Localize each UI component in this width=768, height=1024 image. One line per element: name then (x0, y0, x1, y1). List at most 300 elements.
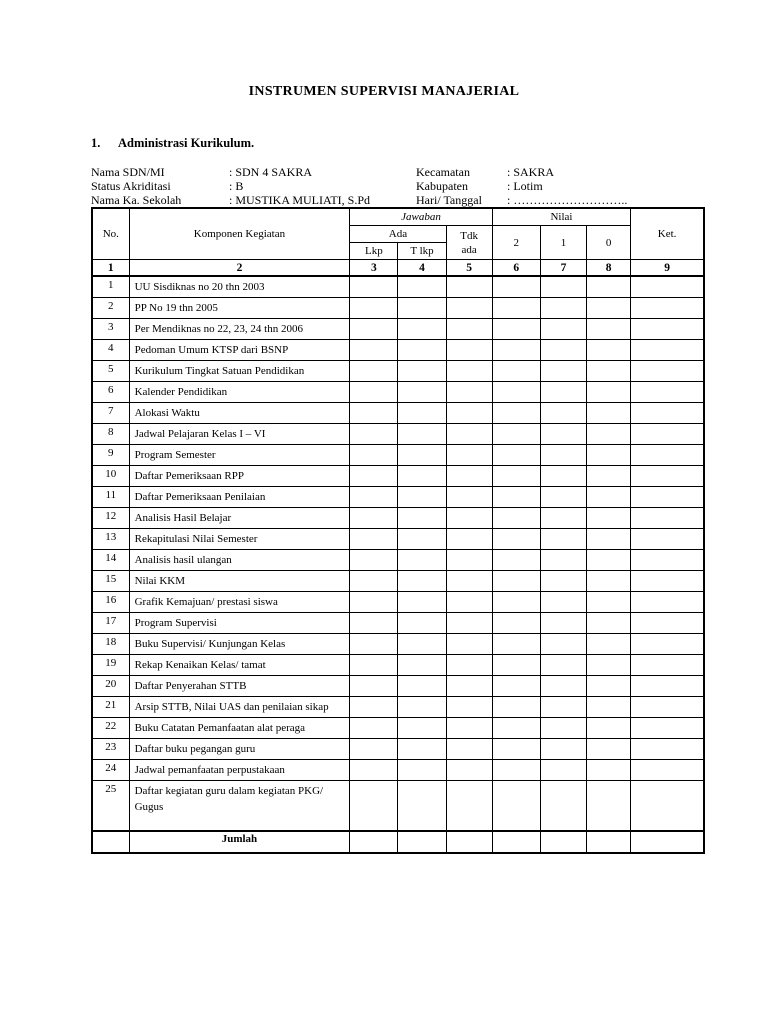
column-number: 1 (92, 260, 129, 277)
row-item: Kalender Pendidikan (129, 382, 350, 403)
table-row (92, 466, 704, 487)
lkp-cell (350, 403, 398, 424)
lkp-cell (350, 781, 398, 832)
info-label-accreditation: Status Akriditasi (91, 179, 171, 193)
section-number: 1. (91, 136, 101, 150)
table-row (92, 592, 704, 613)
lkp-cell (350, 592, 398, 613)
info-label-date: Hari/ Tanggal (416, 193, 482, 207)
info-label-regency: Kabupaten (416, 179, 468, 193)
row-item: Analisis hasil ulangan (129, 550, 350, 571)
nilai-0-cell (587, 340, 631, 361)
lkp-cell (350, 424, 398, 445)
nilai-1-cell (540, 760, 586, 781)
ket-cell (631, 445, 704, 466)
tlkp-cell (398, 403, 446, 424)
ket-cell (631, 508, 704, 529)
nilai-1-cell (540, 340, 586, 361)
nilai-0-cell (587, 613, 631, 634)
tlkp-cell (398, 298, 446, 319)
header-tdk-ada (446, 226, 492, 260)
nilai-2-cell (492, 298, 540, 319)
info-value-district: : SAKRA (507, 165, 555, 179)
row-item: Arsip STTB, Nilai UAS dan penilaian sikap (129, 697, 350, 718)
column-number: 3 (350, 260, 398, 277)
row-number: 10 (92, 466, 129, 487)
lkp-cell (350, 550, 398, 571)
nilai-0-cell (587, 592, 631, 613)
tlkp-cell (398, 634, 446, 655)
header-ket: Ket. (631, 208, 704, 260)
tlkp-cell (398, 340, 446, 361)
header-lkp: Lkp (350, 243, 398, 260)
row-number: 24 (92, 760, 129, 781)
header-tdk-ada-line2: ada (461, 243, 477, 256)
lkp-cell (350, 634, 398, 655)
row-item: Pedoman Umum KTSP dari BSNP (129, 340, 350, 361)
tlkp-cell (398, 739, 446, 760)
total-label: Jumlah (129, 831, 350, 853)
nilai-2-cell (492, 718, 540, 739)
row-item: Nilai KKM (129, 571, 350, 592)
table-row (92, 655, 704, 676)
nilai-1-cell (540, 571, 586, 592)
table-row (92, 718, 704, 739)
row-number: 11 (92, 487, 129, 508)
row-item: Rekap Kenaikan Kelas/ tamat (129, 655, 350, 676)
nilai-0-cell (587, 445, 631, 466)
nilai-0-cell (587, 739, 631, 760)
info-left-labels (91, 165, 181, 207)
nilai-2-cell (492, 676, 540, 697)
column-number: 6 (492, 260, 540, 277)
total-row (92, 831, 704, 853)
table-row (92, 382, 704, 403)
nilai-0-cell (587, 298, 631, 319)
lkp-cell (350, 739, 398, 760)
total-cell (398, 831, 446, 853)
ket-cell (631, 571, 704, 592)
lkp-cell (350, 466, 398, 487)
info-value-date: : ……………………….. (507, 193, 628, 207)
nilai-0-cell (587, 571, 631, 592)
ket-cell (631, 403, 704, 424)
tlkp-cell (398, 382, 446, 403)
nilai-2-cell (492, 529, 540, 550)
total-cell (540, 831, 586, 853)
tlkp-cell (398, 508, 446, 529)
nilai-1-cell (540, 550, 586, 571)
tdk-ada-cell (446, 382, 492, 403)
lkp-cell (350, 613, 398, 634)
table-row (92, 508, 704, 529)
header-nilai-0: 0 (587, 226, 631, 260)
column-number: 4 (398, 260, 446, 277)
header-nilai-2: 2 (492, 226, 540, 260)
nilai-0-cell (587, 718, 631, 739)
row-number: 5 (92, 361, 129, 382)
supervision-table (91, 207, 705, 854)
nilai-1-cell (540, 361, 586, 382)
row-item: Daftar Pemeriksaan Penilaian (129, 487, 350, 508)
nilai-1-cell (540, 319, 586, 340)
info-label-principal: Nama Ka. Sekolah (91, 193, 182, 207)
ket-cell (631, 550, 704, 571)
ket-cell (631, 634, 704, 655)
nilai-1-cell (540, 445, 586, 466)
ket-cell (631, 361, 704, 382)
column-number: 9 (631, 260, 704, 277)
nilai-1-cell (540, 634, 586, 655)
tdk-ada-cell (446, 655, 492, 676)
tdk-ada-cell (446, 613, 492, 634)
ket-cell (631, 781, 704, 832)
nilai-2-cell (492, 319, 540, 340)
row-number: 18 (92, 634, 129, 655)
row-number: 4 (92, 340, 129, 361)
nilai-1-cell (540, 424, 586, 445)
row-number: 15 (92, 571, 129, 592)
nilai-2-cell (492, 508, 540, 529)
ket-cell (631, 760, 704, 781)
row-item: Kurikulum Tingkat Satuan Pendidikan (129, 361, 350, 382)
nilai-1-cell (540, 781, 586, 832)
ket-cell (631, 655, 704, 676)
nilai-2-cell (492, 276, 540, 298)
tdk-ada-cell (446, 697, 492, 718)
tlkp-cell (398, 445, 446, 466)
row-item: Buku Supervisi/ Kunjungan Kelas (129, 634, 350, 655)
tdk-ada-cell (446, 361, 492, 382)
row-item: PP No 19 thn 2005 (129, 298, 350, 319)
header-nilai: Nilai (492, 208, 630, 226)
section-heading (91, 136, 254, 151)
ket-cell (631, 340, 704, 361)
total-no-cell (92, 831, 129, 853)
header-ada: Ada (350, 226, 446, 243)
header-tdk-ada-line1: Tdk (460, 229, 479, 242)
nilai-2-cell (492, 340, 540, 361)
table-row (92, 424, 704, 445)
tlkp-cell (398, 676, 446, 697)
lkp-cell (350, 487, 398, 508)
header-nilai-1: 1 (540, 226, 586, 260)
row-number: 9 (92, 445, 129, 466)
tdk-ada-cell (446, 487, 492, 508)
row-number: 25 (92, 781, 129, 832)
table-row (92, 319, 704, 340)
nilai-1-cell (540, 529, 586, 550)
header-jawaban: Jawaban (350, 208, 492, 226)
nilai-2-cell (492, 571, 540, 592)
tdk-ada-cell (446, 445, 492, 466)
nilai-0-cell (587, 760, 631, 781)
lkp-cell (350, 697, 398, 718)
nilai-0-cell (587, 487, 631, 508)
row-number: 2 (92, 298, 129, 319)
table-row (92, 361, 704, 382)
info-value-regency: : Lotim (507, 179, 543, 193)
column-number: 2 (129, 260, 350, 277)
table-row (92, 760, 704, 781)
nilai-1-cell (540, 276, 586, 298)
ket-cell (631, 613, 704, 634)
nilai-1-cell (540, 382, 586, 403)
nilai-1-cell (540, 592, 586, 613)
row-number: 3 (92, 319, 129, 340)
tdk-ada-cell (446, 319, 492, 340)
row-item: Per Mendiknas no 22, 23, 24 thn 2006 (129, 319, 350, 340)
ket-cell (631, 319, 704, 340)
info-label-district: Kecamatan (416, 165, 470, 179)
table-row (92, 550, 704, 571)
nilai-1-cell (540, 508, 586, 529)
nilai-2-cell (492, 403, 540, 424)
lkp-cell (350, 340, 398, 361)
nilai-1-cell (540, 298, 586, 319)
column-number: 7 (540, 260, 586, 277)
nilai-1-cell (540, 655, 586, 676)
table-row (92, 340, 704, 361)
nilai-0-cell (587, 466, 631, 487)
nilai-0-cell (587, 424, 631, 445)
info-label-school: Nama SDN/MI (91, 165, 165, 179)
table-row (92, 676, 704, 697)
nilai-0-cell (587, 403, 631, 424)
row-number: 19 (92, 655, 129, 676)
ket-cell (631, 424, 704, 445)
tdk-ada-cell (446, 550, 492, 571)
tdk-ada-cell (446, 571, 492, 592)
tlkp-cell (398, 655, 446, 676)
total-cell (350, 831, 398, 853)
nilai-0-cell (587, 676, 631, 697)
column-number: 8 (587, 260, 631, 277)
row-item: Jadwal Pelajaran Kelas I – VI (129, 424, 350, 445)
tlkp-cell (398, 550, 446, 571)
nilai-0-cell (587, 781, 631, 832)
table-row (92, 697, 704, 718)
tdk-ada-cell (446, 340, 492, 361)
ket-cell (631, 382, 704, 403)
tlkp-cell (398, 718, 446, 739)
lkp-cell (350, 508, 398, 529)
lkp-cell (350, 445, 398, 466)
row-item: Buku Catatan Pemanfaatan alat peraga (129, 718, 350, 739)
info-right-labels (416, 165, 482, 207)
table-row (92, 781, 704, 832)
nilai-2-cell (492, 760, 540, 781)
tlkp-cell (398, 276, 446, 298)
nilai-2-cell (492, 487, 540, 508)
nilai-1-cell (540, 487, 586, 508)
row-number: 12 (92, 508, 129, 529)
lkp-cell (350, 676, 398, 697)
tlkp-cell (398, 466, 446, 487)
nilai-2-cell (492, 361, 540, 382)
tlkp-cell (398, 529, 446, 550)
nilai-2-cell (492, 550, 540, 571)
row-number: 1 (92, 276, 129, 298)
row-item: Rekapitulasi Nilai Semester (129, 529, 350, 550)
nilai-1-cell (540, 613, 586, 634)
tdk-ada-cell (446, 508, 492, 529)
ket-cell (631, 529, 704, 550)
tdk-ada-cell (446, 276, 492, 298)
table-row (92, 445, 704, 466)
nilai-2-cell (492, 655, 540, 676)
ket-cell (631, 718, 704, 739)
ket-cell (631, 466, 704, 487)
nilai-0-cell (587, 655, 631, 676)
total-cell (587, 831, 631, 853)
nilai-0-cell (587, 276, 631, 298)
lkp-cell (350, 571, 398, 592)
nilai-2-cell (492, 424, 540, 445)
tdk-ada-cell (446, 739, 492, 760)
row-number: 8 (92, 424, 129, 445)
tlkp-cell (398, 571, 446, 592)
tlkp-cell (398, 361, 446, 382)
tdk-ada-cell (446, 424, 492, 445)
tdk-ada-cell (446, 676, 492, 697)
nilai-0-cell (587, 361, 631, 382)
table-row (92, 403, 704, 424)
row-item: UU Sisdiknas no 20 thn 2003 (129, 276, 350, 298)
nilai-2-cell (492, 697, 540, 718)
document-title: INSTRUMEN SUPERVISI MANAJERIAL (248, 84, 520, 99)
lkp-cell (350, 718, 398, 739)
total-cell (446, 831, 492, 853)
ket-cell (631, 592, 704, 613)
nilai-2-cell (492, 613, 540, 634)
row-number: 14 (92, 550, 129, 571)
lkp-cell (350, 655, 398, 676)
row-item: Daftar Pemeriksaan RPP (129, 466, 350, 487)
nilai-0-cell (587, 697, 631, 718)
tlkp-cell (398, 592, 446, 613)
lkp-cell (350, 760, 398, 781)
ket-cell (631, 487, 704, 508)
row-number: 7 (92, 403, 129, 424)
row-number: 13 (92, 529, 129, 550)
row-item: Daftar buku pegangan guru (129, 739, 350, 760)
table-row (92, 529, 704, 550)
nilai-1-cell (540, 466, 586, 487)
lkp-cell (350, 276, 398, 298)
tlkp-cell (398, 781, 446, 832)
tdk-ada-cell (446, 298, 492, 319)
tdk-ada-cell (446, 634, 492, 655)
table-row (92, 739, 704, 760)
nilai-2-cell (492, 781, 540, 832)
nilai-1-cell (540, 718, 586, 739)
nilai-2-cell (492, 466, 540, 487)
row-number: 22 (92, 718, 129, 739)
info-value-accreditation: : B (229, 179, 244, 193)
table-row (92, 571, 704, 592)
lkp-cell (350, 319, 398, 340)
nilai-0-cell (587, 508, 631, 529)
row-item: Analisis Hasil Belajar (129, 508, 350, 529)
row-item: Program Semester (129, 445, 350, 466)
tlkp-cell (398, 487, 446, 508)
row-number: 21 (92, 697, 129, 718)
row-item: Alokasi Waktu (129, 403, 350, 424)
lkp-cell (350, 298, 398, 319)
lkp-cell (350, 382, 398, 403)
nilai-2-cell (492, 634, 540, 655)
row-number: 17 (92, 613, 129, 634)
table-row (92, 634, 704, 655)
row-number: 16 (92, 592, 129, 613)
row-item: Grafik Kemajuan/ prestasi siswa (129, 592, 350, 613)
tlkp-cell (398, 319, 446, 340)
nilai-1-cell (540, 697, 586, 718)
ket-cell (631, 739, 704, 760)
nilai-2-cell (492, 382, 540, 403)
lkp-cell (350, 529, 398, 550)
nilai-1-cell (540, 739, 586, 760)
table-row (92, 298, 704, 319)
info-right-values (507, 165, 627, 207)
row-item: Program Supervisi (129, 613, 350, 634)
tdk-ada-cell (446, 403, 492, 424)
tdk-ada-cell (446, 529, 492, 550)
tlkp-cell (398, 697, 446, 718)
nilai-2-cell (492, 592, 540, 613)
row-number: 23 (92, 739, 129, 760)
ket-cell (631, 676, 704, 697)
tdk-ada-cell (446, 592, 492, 613)
nilai-2-cell (492, 739, 540, 760)
tdk-ada-cell (446, 466, 492, 487)
row-number: 20 (92, 676, 129, 697)
table-body (92, 276, 704, 831)
table-row (92, 276, 704, 298)
nilai-1-cell (540, 403, 586, 424)
header-no: No. (92, 208, 129, 260)
nilai-0-cell (587, 634, 631, 655)
ket-cell (631, 298, 704, 319)
tlkp-cell (398, 613, 446, 634)
total-cell (492, 831, 540, 853)
header-tlkp: T lkp (398, 243, 446, 260)
table-row (92, 487, 704, 508)
lkp-cell (350, 361, 398, 382)
info-value-school: : SDN 4 SAKRA (229, 165, 313, 179)
header-komponen: Komponen Kegiatan (129, 208, 350, 260)
ket-cell (631, 276, 704, 298)
column-number-row (92, 260, 704, 277)
nilai-0-cell (587, 382, 631, 403)
nilai-0-cell (587, 529, 631, 550)
tdk-ada-cell (446, 760, 492, 781)
section-label: Administrasi Kurikulum. (118, 136, 255, 150)
info-value-principal: : MUSTIKA MULIATI, S.Pd (229, 193, 371, 207)
nilai-2-cell (492, 445, 540, 466)
row-item: Jadwal pemanfaatan perpustakaan (129, 760, 350, 781)
tlkp-cell (398, 760, 446, 781)
row-item: Daftar Penyerahan STTB (129, 676, 350, 697)
info-left-values (229, 165, 370, 207)
row-number: 6 (92, 382, 129, 403)
tlkp-cell (398, 424, 446, 445)
nilai-1-cell (540, 676, 586, 697)
column-number: 5 (446, 260, 492, 277)
table-row (92, 613, 704, 634)
tdk-ada-cell (446, 781, 492, 832)
